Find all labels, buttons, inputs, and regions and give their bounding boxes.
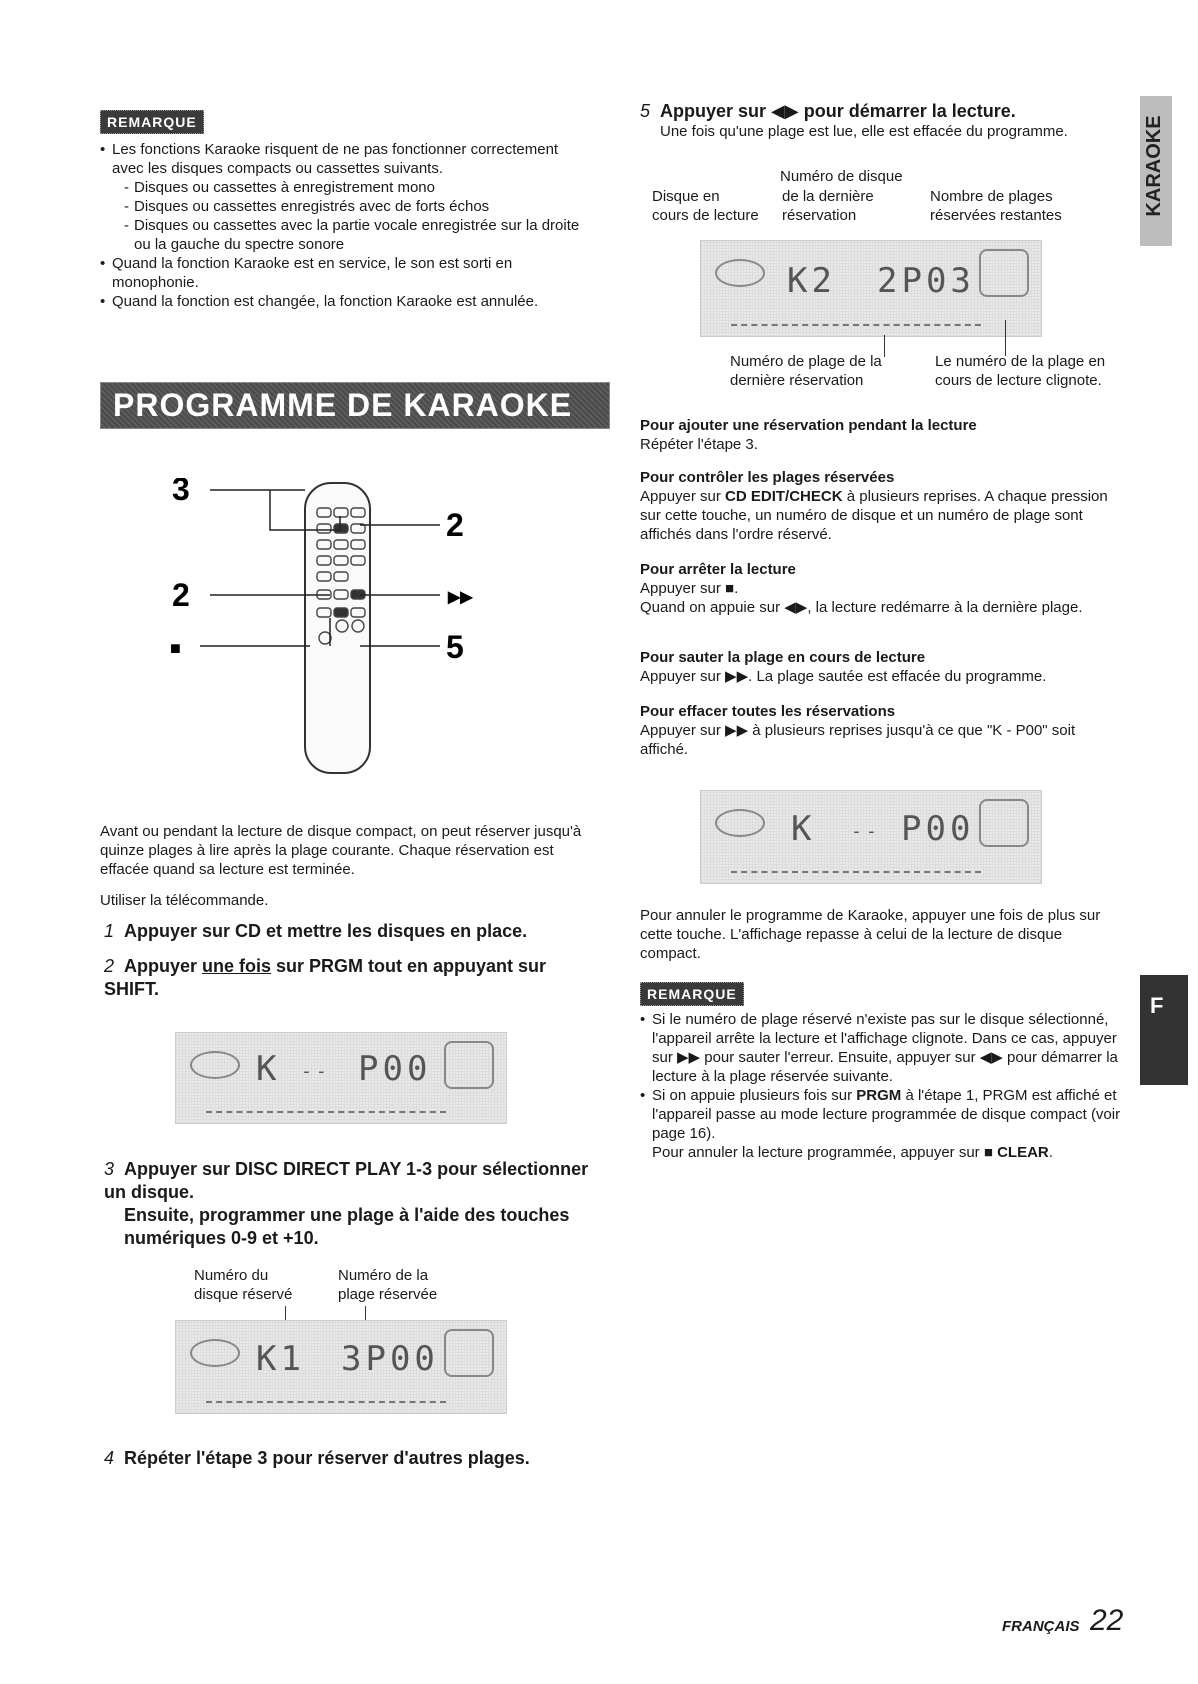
disc-icon: [715, 809, 765, 837]
step-5-subtext: Une fois qu'une plage est lue, elle est effacée du programme.: [660, 123, 1068, 140]
note-subitem: - Disques ou cassettes à enregistrement mono: [124, 178, 588, 197]
heading-stop: Pour arrêter la lecture: [640, 561, 796, 578]
step-2: 2 Appuyer une fois sur PRGM tout en appuyant sur SHIFT.: [104, 956, 547, 999]
label-last-reservation: de la dernière réservation: [782, 188, 874, 224]
label-reserved-track: Numéro de la plage réservée: [338, 1267, 438, 1303]
section-skip: [640, 648, 1120, 686]
section-check: [640, 468, 1120, 544]
step-1: 1 Appuyer sur CD et mettre les disques en place.: [104, 921, 528, 941]
label-reserved-disc: Numéro du disque réservé: [194, 1267, 293, 1303]
heading-check: Pour contrôler les plages réservées: [640, 469, 895, 486]
note-item: • Si le numéro de plage réservé n'existe pas sur le disque sélectionné, l'appareil arrête la lecture et l'affichage clignote. Dans ce cas, appuyer sur ▶▶ pour sauter l'erreur. Ensuite, appuyer sur ◀▶ pour démarrer la lecture à la plage réservée suivante.: [640, 1010, 1124, 1086]
heading-add: Pour ajouter une réservation pendant la lecture: [640, 417, 977, 434]
callout-label: 2: [446, 507, 464, 543]
text-skip: Appuyer sur ▶▶. La plage sautée est effacée du programme.: [640, 668, 1047, 685]
lcd-display-3: K2 2P03: [700, 240, 1042, 337]
remarque-notes: [100, 136, 588, 311]
callout-label: ▶▶: [448, 589, 473, 606]
footer-language: FRANÇAIS: [1002, 1618, 1080, 1635]
note-subitem: - Disques ou cassettes avec la partie vocale enregistrée sur la droite ou la gauche du spectre sonore: [124, 216, 588, 254]
lcd-display-4: K -- P00: [700, 790, 1042, 884]
heading-clear: Pour effacer toutes les réservations: [640, 703, 896, 720]
lcd-display-1: K -- P00: [175, 1032, 507, 1124]
note-item: • Les fonctions Karaoke risquent de ne pas fonctionner correctement avec les disques compacts ou cassettes suivants. - Disques ou cassettes à enregistrement mono - Disques ou cassettes enregistrés avec de forts échos - Disques ou cassettes avec la partie vocale enregistrée sur la droite ou la gauche du spectre sonore: [100, 140, 588, 254]
cd-changer-icon: [444, 1329, 494, 1377]
disc-icon: [190, 1339, 240, 1367]
callout-label: 3: [172, 478, 190, 507]
text-add: Répéter l'étape 3.: [640, 436, 758, 453]
step-3: 3 Appuyer sur DISC DIRECT PLAY 1-3 pour sélectionner un disque. Ensuite, programmer une plage à l'aide des touches numériques 0-9 et +10.: [104, 1158, 592, 1250]
lcd-baseline: [206, 1401, 446, 1403]
cd-changer-icon: [979, 249, 1029, 297]
step-5: 5 Appuyer sur ◀▶ pour démarrer la lecture.: [640, 101, 1016, 121]
intro-text: Avant ou pendant la lecture de disque compact, on peut réserver jusqu'à quinze plages à lire après la plage courante. Chaque réservation est effacée quand sa lecture est terminée.: [100, 823, 582, 878]
remote-control-illustration: [170, 478, 520, 778]
page-number: 22: [1090, 1604, 1124, 1637]
callout-label: ■: [170, 638, 181, 658]
text-cancel: Pour annuler le programme de Karaoke, appuyer une fois de plus sur cette touche. L'affichage repasse à celui de la lecture de disque compact.: [640, 907, 1101, 962]
lcd-display-2: K1 3P00: [175, 1320, 507, 1414]
note-item: • Quand la fonction Karaoke est en service, le son est sorti en monophonie.: [100, 254, 588, 292]
callout-label: 5: [446, 629, 464, 665]
remarque-notes-2: [640, 1006, 1124, 1162]
note-item: • Si on appuie plusieurs fois sur PRGM à l'étape 1, PRGM est affiché et l'appareil passe au mode lecture programmée de disque compact (voir page 16). Pour annuler la lecture programmée, appuyer sur ■ CLEAR.: [640, 1086, 1124, 1162]
text-stop-2: Quand on appuie sur ◀▶, la lecture redémarre à la dernière plage.: [640, 599, 1083, 616]
language-side-tab: F: [1140, 975, 1188, 1085]
section-banner: PROGRAMME DE KARAOKE: [100, 382, 610, 429]
text-clear: Appuyer sur ▶▶ à plusieurs reprises jusqu'à ce que "K - P00" soit affiché.: [640, 722, 1076, 758]
disc-icon: [190, 1051, 240, 1079]
label-remaining: Nombre de plages réservées restantes: [930, 188, 1062, 224]
callout-label: 2: [172, 577, 190, 613]
note-item: • Quand la fonction est changée, la fonction Karaoke est annulée.: [100, 292, 588, 311]
step-3-continued: Ensuite, programmer une plage à l'aide des touches numériques 0-9 et +10.: [124, 1205, 570, 1248]
heading-skip: Pour sauter la plage en cours de lecture: [640, 649, 926, 666]
cd-changer-icon: [444, 1041, 494, 1089]
lcd-baseline: [731, 871, 981, 873]
note-subitem: - Disques ou cassettes enregistrés avec de forts échos: [124, 197, 588, 216]
step-4: 4 Répéter l'étape 3 pour réserver d'autres plages.: [104, 1448, 530, 1468]
text-check: Appuyer sur CD EDIT/CHECK à plusieurs reprises. A chaque pression sur cette touche, un numéro de disque et un numéro de plage sont affichés dans l'ordre réservé.: [640, 488, 1108, 543]
disc-icon: [715, 259, 765, 287]
lcd-baseline: [731, 324, 981, 326]
text-stop-1: Appuyer sur ■.: [640, 580, 739, 597]
section-stop: [640, 560, 1120, 617]
label-current-track: Le numéro de la plage en cours de lecture clignote.: [935, 353, 1106, 389]
label-last-track: Numéro de plage de la dernière réservation: [730, 353, 882, 389]
cd-changer-icon: [979, 799, 1029, 847]
remarque-label: REMARQUE: [100, 110, 204, 134]
use-remote-text: Utiliser la télécommande.: [100, 892, 269, 909]
label-disc-number: Numéro de disque: [780, 168, 903, 185]
pointer-line: [1005, 320, 1006, 356]
karaoke-side-tab: KARAOKE: [1140, 96, 1172, 246]
remarque-label-2: REMARQUE: [640, 982, 744, 1006]
section-clear: [640, 702, 1120, 759]
lcd-baseline: [206, 1111, 446, 1113]
section-add: [640, 416, 1120, 454]
label-current-disc: Disque en cours de lecture: [652, 188, 759, 224]
note-continuation: Pour annuler la lecture programmée, appuyer sur ■ CLEAR.: [652, 1144, 1053, 1161]
pointer-line: [884, 335, 885, 357]
